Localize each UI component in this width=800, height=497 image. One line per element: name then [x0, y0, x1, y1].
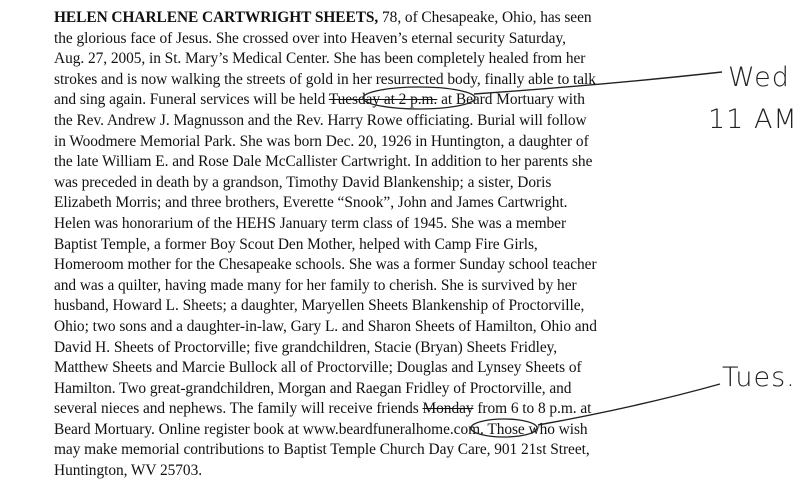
struck-visitation-day: Monday — [422, 400, 474, 418]
obit-text-segment: at Beard Mortuary with — [437, 91, 585, 109]
obit-line: Matthew Sheets and Marcie Bullock all of Proctorville; Douglas and Lynsey Sheets of — [54, 359, 582, 377]
struck-funeral-time: Tuesday at 2 p.m. — [328, 91, 438, 109]
obit-line — [54, 90, 754, 111]
obit-line: Baptist Temple, a former Boy Scout Den Mother, helped with Camp Fire Girls, — [54, 235, 538, 253]
obit-line: Hamilton. Two great-grandchildren, Morgan and Raegan Fridley of Proctorville, and — [54, 379, 572, 397]
obit-line: Helen was honorarium of the HEHS January term class of 1945. She was a member — [54, 214, 567, 232]
obit-line — [54, 399, 754, 420]
obit-line: may make memorial contributions to Baptist Temple Church Day Care, 901 21st Street, — [54, 441, 590, 459]
obit-text-segment: from 6 to 8 p.m. at — [473, 400, 592, 418]
obit-line: Elizabeth Morris; and three brothers, Everette “Snook”, John and James Cartwright. — [54, 194, 568, 212]
obit-line: husband, Howard L. Sheets; a daughter, Maryellen Sheets Blankenship of Proctorville, — [54, 297, 585, 315]
obit-line: the Rev. Andrew J. Magnusson and the Rev. Harry Rowe officiating. Burial will follow — [54, 111, 587, 129]
obit-text-segment: and sing again. Funeral services will be held — [54, 91, 329, 109]
obit-line: in Woodmere Memorial Park. She was born Dec. 20, 1926 in Huntington, a daughter of — [54, 132, 589, 150]
obit-line: Aug. 27, 2005, in St. Mary’s Medical Center. She has been completely healed from her — [54, 50, 586, 68]
deceased-name: HELEN CHARLENE CARTWRIGHT SHEETS, — [54, 9, 379, 26]
obit-line: Homeroom mother for the Chesapeake schools. She was a former Sunday school teacher — [54, 256, 597, 274]
obit-line: Beard Mortuary. Online register book at www.beardfuneralhome.com. Those who wish — [54, 420, 588, 438]
handwritten-note-wed: Wed — [728, 62, 790, 93]
obit-line: Huntington, WV 25703. — [54, 462, 203, 480]
obit-text-segment: several nieces and nephews. The family will receive friends — [54, 400, 423, 418]
handwritten-note-time: 11 AM — [708, 104, 798, 135]
handwritten-note-tues: Tues. — [722, 362, 796, 393]
obit-line: was preceded in death by a grandson, Timothy David Blankenship; a sister, Doris — [54, 173, 552, 191]
obit-line: the glorious face of Jesus. She crossed over into Heaven’s eternal security Saturday, — [54, 29, 566, 47]
obit-line: the late William E. and Rose Dale McCallister Cartwright. In addition to her parents she — [54, 153, 593, 171]
obit-line: and was a quilter, having made many for her family to cherish. She is survived by her — [54, 276, 577, 294]
obit-line: strokes and is now walking the streets of gold in her resurrected body, finally able to talk — [54, 70, 596, 88]
obit-line: Ohio; two sons and a daughter-in-law, Gary L. and Sharon Sheets of Hamilton, Ohio and — [54, 317, 597, 335]
obituary-text — [54, 8, 754, 482]
obit-text-segment: 78, of Chesapeake, Ohio, has seen — [378, 9, 592, 26]
obit-line — [54, 8, 754, 29]
obit-line: David H. Sheets of Proctorville; five grandchildren, Stacie (Bryan) Sheets Fridley, — [54, 338, 558, 356]
